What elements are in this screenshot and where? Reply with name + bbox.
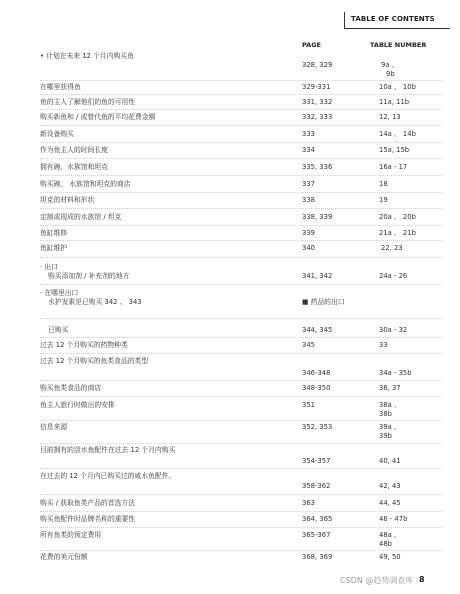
toc-row-table-number: 16a - 17 [379,163,408,171]
toc-row-table-number: 15a, 15b [379,146,410,154]
toc-row-table-number: 20a 、 20b [379,213,416,221]
toc-row-label: 已购买 [48,326,69,334]
header-rule-vertical [344,12,345,29]
toc-row-page: 346-348 [302,369,331,377]
toc-row-page: 334 [302,146,315,154]
row-separator [40,80,442,81]
toc-row-page: 368, 369 [302,553,333,561]
row-separator [40,396,442,397]
toc-row-page: 363 [302,499,315,507]
toc-row-table-number: 11a, 11b [379,98,410,106]
toc-row-label: · 出口 [40,263,58,271]
row-separator [40,337,442,338]
toc-row-table-number: 40, 41 [379,457,401,465]
toc-row-table-number: 12, 13 [379,113,401,121]
toc-row-page: 345 [302,341,315,349]
row-separator [40,125,442,126]
toc-row-page: 365-367 [302,531,331,539]
toc-row-label: 作为鱼主人的时间长度 [40,146,108,154]
toc-row-table-number: 34a - 35b [379,369,412,377]
toc-row-page: 341, 342 [302,272,333,280]
toc-row-label: • 计划在未来 12 个月内购买鱼 [40,52,134,60]
row-separator [40,192,442,193]
toc-row-label-cont: 购买添加剂 / 补充剂的地方 [48,272,130,280]
toc-row-page: 335, 336 [302,163,333,171]
row-separator [40,175,442,176]
toc-row-label: 购买碗、 水族馆和坦克的商店 [40,180,131,188]
toc-row-table-number: 24a - 26 [379,272,408,280]
toc-row-table-number: 48a 、 [379,531,401,539]
toc-row-label: 鱼的主人了解他们的鱼的可用性 [40,98,136,106]
toc-row-page: 329-331 [302,83,331,91]
row-separator [40,494,442,495]
toc-row-table-number: 22, 23 [381,244,403,252]
toc-row-table-number-cont: 48b [379,540,392,548]
toc-row-table-number: 9a 、 [381,61,399,69]
toc-row-page: 352, 353 [302,423,333,431]
row-separator [40,443,442,444]
page-title: TABLE OF CONTENTS [351,15,435,23]
toc-row-page: 351 [302,401,315,409]
toc-row-label: 购买 / 获取鱼类产品的首选方法 [40,499,135,507]
toc-row-table-number-cont: 38b [379,410,392,418]
toc-row-label-cont: 水护发素是已购买 342 、 343 [48,298,142,306]
toc-row-table-number: 21a 、 21b [379,229,416,237]
row-separator [40,284,442,285]
toc-row-table-number: 36, 37 [379,384,401,392]
toc-row-table-number: 19 [379,196,388,204]
row-separator [40,353,442,354]
row-separator [40,257,442,258]
toc-row-page: 328, 329 [302,61,333,69]
row-separator [40,511,442,512]
toc-row-label: 所有鱼类的预定费用 [40,531,102,539]
toc-row-table-number: 42, 43 [379,482,401,490]
toc-row-page: 332, 333 [302,113,333,121]
toc-row-table-number: 33 [379,341,388,349]
toc-row-label: 定制或现成的水族馆 / 坦克 [40,213,122,221]
row-separator [40,420,442,421]
toc-row-table-number: 44, 45 [379,499,401,507]
toc-row-label: 过去 12 个月购买的鱼类食品的类型 [40,357,149,365]
toc-row-page: 338, 339 [302,213,333,221]
toc-row-table-number-cont: 39b [379,432,392,440]
row-separator [40,318,442,319]
toc-row-table-number: 14a 、 14b [379,130,416,138]
toc-row-table-number: 10a 、 10b [379,83,416,91]
toc-subheading: ■ 药品的出口 [302,298,345,306]
toc-row-label: 信息来源 [40,423,68,431]
row-separator [40,158,442,159]
row-separator [40,380,442,381]
toc-row-table-number: 46 - 47b [379,515,408,523]
row-separator [40,94,442,95]
column-header-table-number: TABLE NUMBER [370,41,427,49]
page-number: 8 [419,575,425,584]
toc-row-page: 339 [302,229,315,237]
toc-row-table-number: 39a 、 [379,423,401,431]
toc-row-label: 鱼主人旅行时做出的安排 [40,401,115,409]
toc-row-label: · 在哪里出口 [40,289,79,297]
toc-row-label: 目前拥有的淡水鱼配件在过去 12 个月内购买 [40,446,176,454]
toc-row-label: 拥有碗、水族馆和坦克 [40,163,108,171]
watermark: CSDN @趋势调查库 [340,576,414,585]
toc-row-page: 348-350 [302,384,331,392]
row-separator [40,550,442,551]
toc-row-label: 鱼缸维修 [40,229,68,237]
toc-row-table-number-cont: 9b [386,70,395,78]
row-separator [40,240,442,241]
row-separator [40,225,442,226]
header-rule-horizontal [344,28,450,29]
toc-row-table-number: 18 [379,180,388,188]
toc-row-label: 在哪里获得鱼 [40,83,81,91]
row-separator [40,208,442,209]
toc-row-table-number: 38a 、 [379,401,401,409]
toc-row-table-number: 49, 50 [379,553,401,561]
toc-row-table-number: 30a - 32 [379,326,408,334]
toc-row-page: 344, 345 [302,326,333,334]
column-header-page: PAGE [302,41,321,49]
toc-row-page: 337 [302,180,315,188]
toc-row-label: 坦克的材料和形状 [40,196,95,204]
toc-row-page: 358-362 [302,482,331,490]
toc-row-page: 340 [302,244,315,252]
toc-row-page: 333 [302,130,315,138]
toc-row-page: 354-357 [302,457,331,465]
row-separator [40,142,442,143]
toc-row-label: 购买新鱼和 / 或替代鱼的平均花费金额 [40,113,156,121]
toc-row-page: 364, 365 [302,515,333,523]
toc-row-page: 331, 332 [302,98,333,106]
toc-row-label: 鱼缸维护 [40,244,68,252]
toc-row-label: 花费的美元份额 [40,553,88,561]
toc-row-label: 购买鱼配件时品牌名称的重要性 [40,515,136,523]
toc-row-label: 过去 12 个月购买的药物种类 [40,341,128,349]
toc-row-label: 新设备购买 [40,130,74,138]
toc-row-label: 购买鱼类食品的商店 [40,384,102,392]
row-separator [40,468,442,469]
toc-row-page: 338 [302,196,315,204]
row-separator [40,527,442,528]
toc-row-label: 在过去的 12 个月内已购买过的咸水鱼配件。 [40,472,176,480]
row-separator [40,109,442,110]
